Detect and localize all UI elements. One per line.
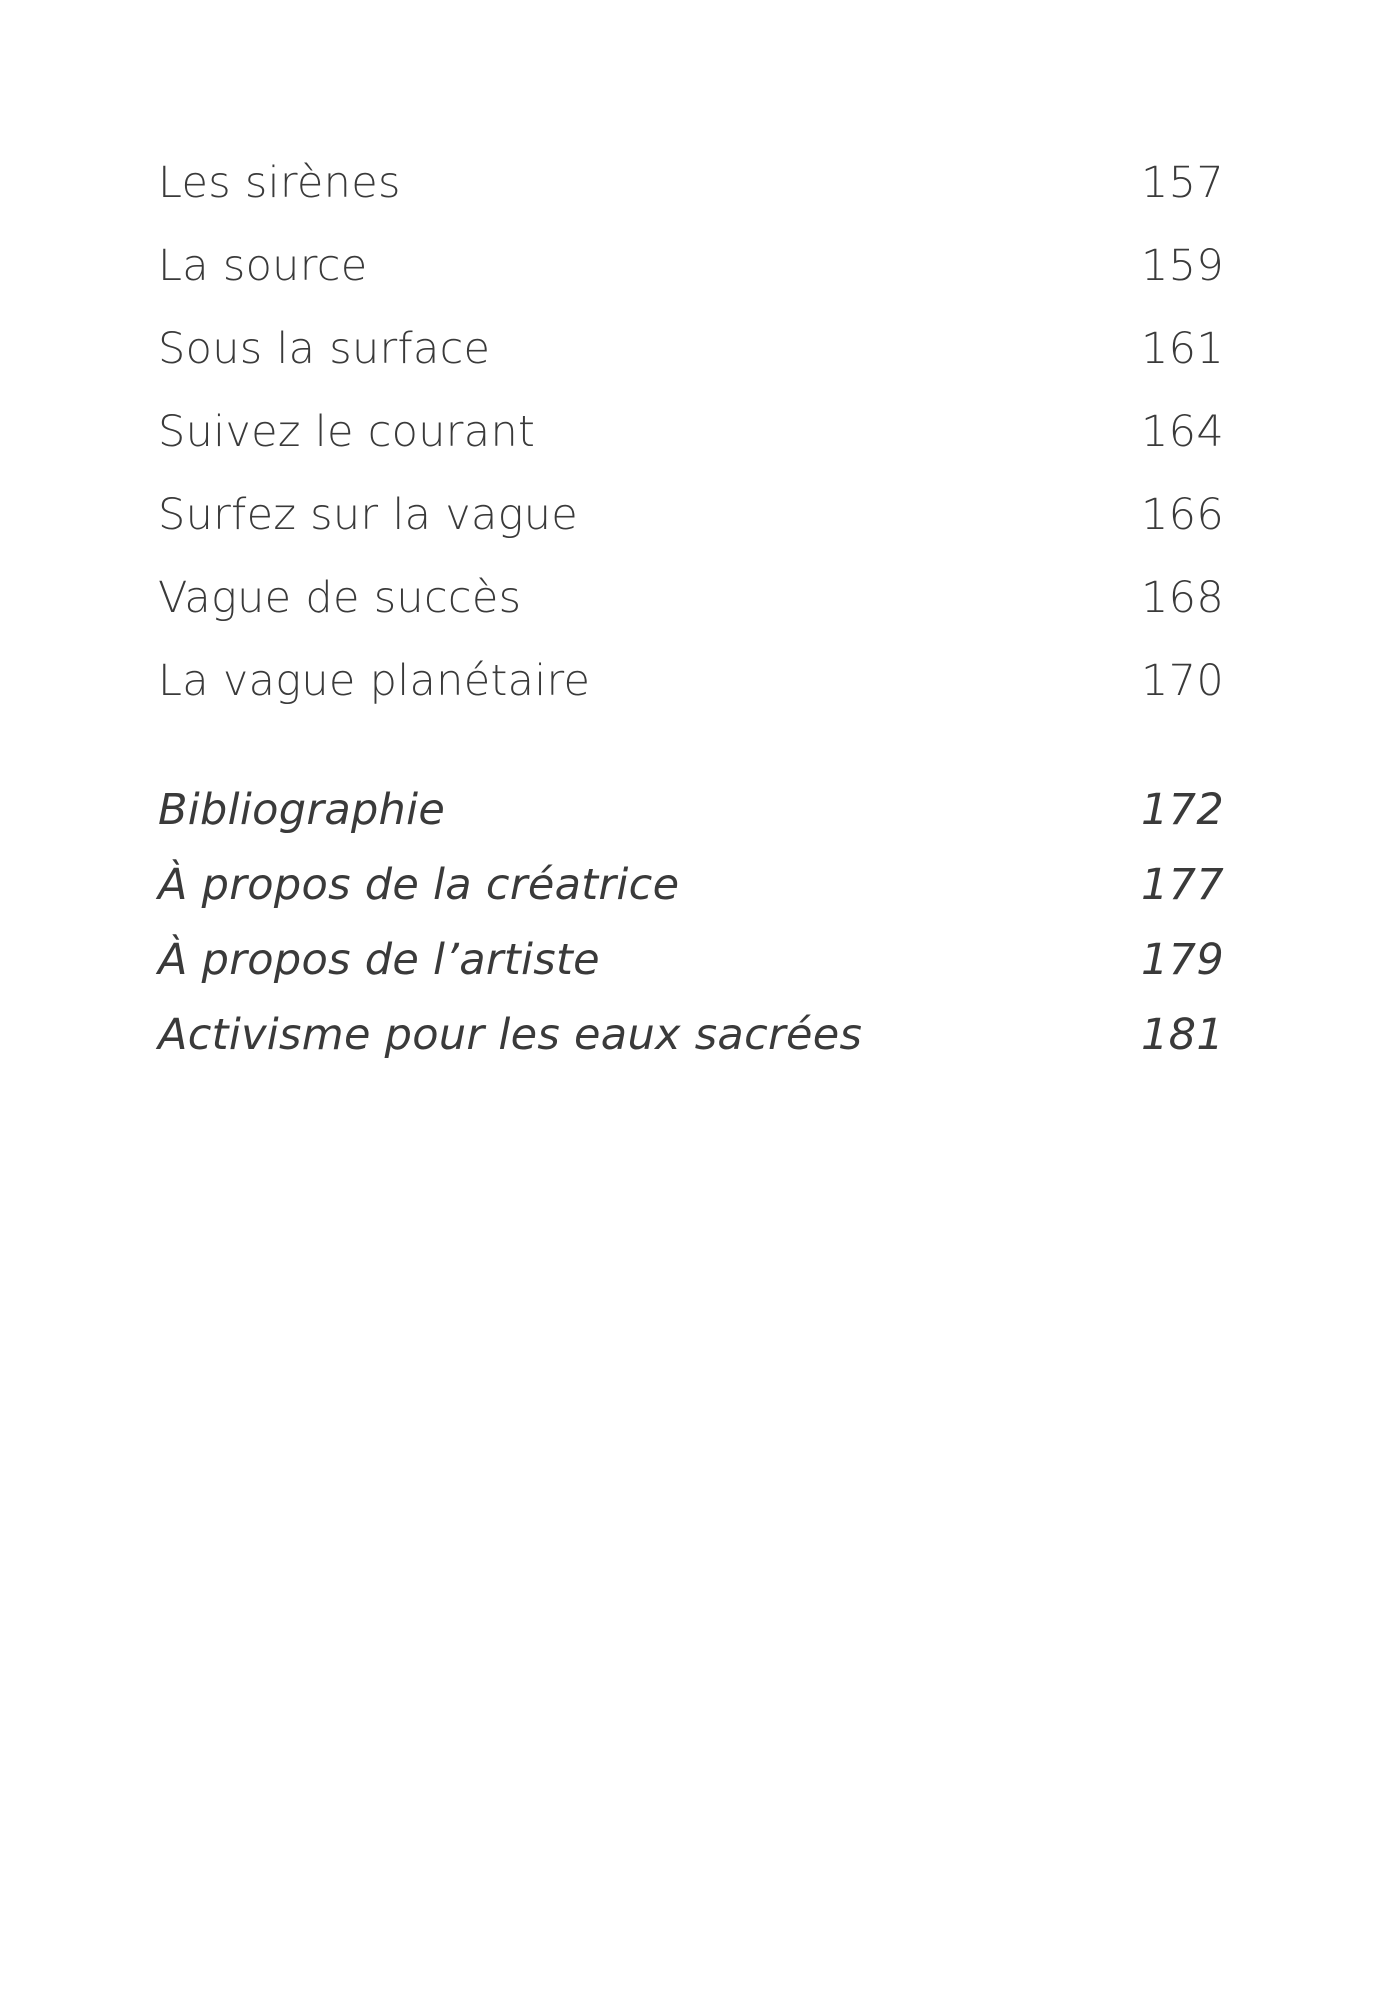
- toc-entry-page: 159: [1141, 241, 1224, 291]
- toc-entry-title: Sous la surface: [158, 324, 491, 374]
- toc-entry[interactable]: [158, 656, 1224, 739]
- toc-entry-page: 179: [1141, 935, 1224, 985]
- toc-entry-title: Surfez sur la vague: [158, 490, 579, 540]
- toc-entry-page: 161: [1141, 324, 1224, 374]
- toc-entry[interactable]: [158, 785, 1224, 860]
- table-of-contents: [158, 158, 1224, 1085]
- toc-entry[interactable]: [158, 490, 1224, 573]
- toc-entry[interactable]: [158, 860, 1224, 935]
- toc-entry-title: Suivez le courant: [158, 407, 536, 457]
- toc-entry-page: 172: [1141, 785, 1224, 835]
- toc-entry-page: 164: [1141, 407, 1224, 457]
- toc-entry-page: 166: [1141, 490, 1224, 540]
- toc-entry-title: À propos de l’artiste: [158, 935, 600, 985]
- toc-entry-title: À propos de la créatrice: [158, 860, 680, 910]
- toc-entry[interactable]: [158, 935, 1224, 1010]
- toc-entry-title: La vague planétaire: [158, 656, 591, 706]
- toc-entry-page: 177: [1141, 860, 1224, 910]
- toc-entry[interactable]: [158, 241, 1224, 324]
- toc-entry[interactable]: [158, 158, 1224, 241]
- toc-entry-page: 168: [1141, 573, 1224, 623]
- toc-main-section: [158, 158, 1224, 739]
- toc-entry-title: Les sirènes: [158, 158, 401, 208]
- toc-entry-title: Activisme pour les eaux sacrées: [158, 1010, 863, 1060]
- toc-entry[interactable]: [158, 1010, 1224, 1085]
- toc-entry-page: 157: [1141, 158, 1224, 208]
- toc-entry[interactable]: [158, 324, 1224, 407]
- toc-back-matter-section: [158, 785, 1224, 1085]
- toc-entry-page: 181: [1141, 1010, 1224, 1060]
- toc-entry[interactable]: [158, 407, 1224, 490]
- toc-entry-page: 170: [1141, 656, 1224, 706]
- toc-entry-title: La source: [158, 241, 368, 291]
- toc-entry-title: Bibliographie: [158, 785, 446, 835]
- toc-entry[interactable]: [158, 573, 1224, 656]
- toc-entry-title: Vague de succès: [158, 573, 522, 623]
